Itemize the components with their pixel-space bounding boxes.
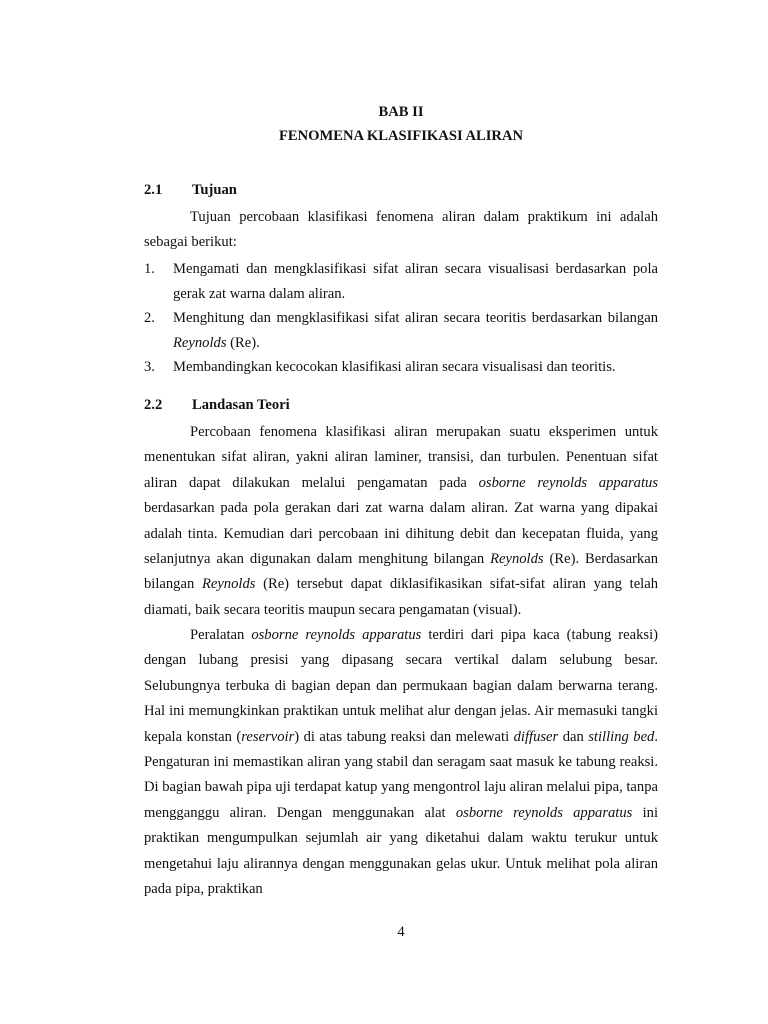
section-heading-tujuan	[144, 182, 237, 199]
section-number: 2.2	[144, 397, 163, 413]
section-title: Landasan Teori	[192, 397, 290, 413]
section-number: 2.1	[144, 182, 163, 198]
page-number: 4	[397, 924, 405, 940]
document-page	[144, 0, 658, 1024]
list-item	[144, 306, 658, 355]
landasan-paragraph-1: Percobaan fenomena klasifikasi aliran merupakan suatu eksperimen untuk menentukan sifat aliran, yakni aliran laminer, transisi, dan turbulen. Penentuan sifat aliran dapat dilakukan melalui pengamatan pada osborne reynolds apparatus berdasarkan pada pola gerakan dari zat warna dalam aliran. Zat warna yang dipakai adalah tinta. Kemudian dari percobaan ini dihitung debit dan kecepatan fluida, yang selanjutnya akan digunakan dalam menghitung bilangan Reynolds (Re). Berdasarkan bilangan Reynolds (Re) tersebut dapat diklasifikasikan sifat-sifat aliran yang telah diamati, baik secara teoritis maupun secara pengamatan (visual).	[144, 424, 659, 618]
chapter-title: FENOMENA KLASIFIKASI ALIRAN	[278, 128, 524, 144]
chapter-label: BAB II	[378, 104, 424, 120]
section-heading-landasan-teori	[144, 397, 290, 414]
list-text: Mengamati dan mengklasifikasi sifat aliran secara visualisasi berdasarkan pola gerak zat warna dalam aliran.	[173, 261, 658, 302]
list-text: Menghitung dan mengklasifikasi sifat aliran secara teoritis berdasarkan bilangan Reynolds (Re).	[173, 310, 658, 351]
tujuan-intro: Tujuan percobaan klasifikasi fenomena aliran dalam praktikum ini adalah sebagai berikut:	[144, 209, 658, 251]
landasan-paragraph-2: Peralatan osborne reynolds apparatus terdiri dari pipa kaca (tabung reaksi) dengan lubang presisi yang dipasang secara vertikal dalam selubung besar. Selubungnya terbuka di bagian depan dan permukaan bagian dalam berwarna terang. Hal ini memungkinkan praktikan untuk melihat alur dengan jelas. Air memasuki tangki kepala konstan (reservoir) di atas tabung reaksi dan melewati diffuser dan stilling bed. Pengaturan ini memastikan aliran yang stabil dan seragam saat masuk ke tabung reaksi. Di bagian bawah pipa uji terdapat katup yang mengontrol laju aliran melalui pipa, tanpa mengganggu aliran. Dengan menggunakan alat osborne reynolds apparatus ini praktikan mengumpulkan sejumlah air yang diketahui dalam waktu terukur untuk mengetahui laju alirannya dengan menggunakan gelas ukur. Untuk melihat pola aliran pada pipa, praktikan	[144, 627, 659, 898]
list-item	[144, 355, 658, 380]
list-number: 1.	[144, 261, 155, 277]
list-number: 2.	[144, 310, 155, 326]
section-title: Tujuan	[192, 182, 237, 198]
list-number: 3.	[144, 359, 155, 375]
list-item	[144, 257, 658, 306]
list-text: Membandingkan kecocokan klasifikasi aliran secara visualisasi dan teoritis.	[173, 359, 616, 375]
